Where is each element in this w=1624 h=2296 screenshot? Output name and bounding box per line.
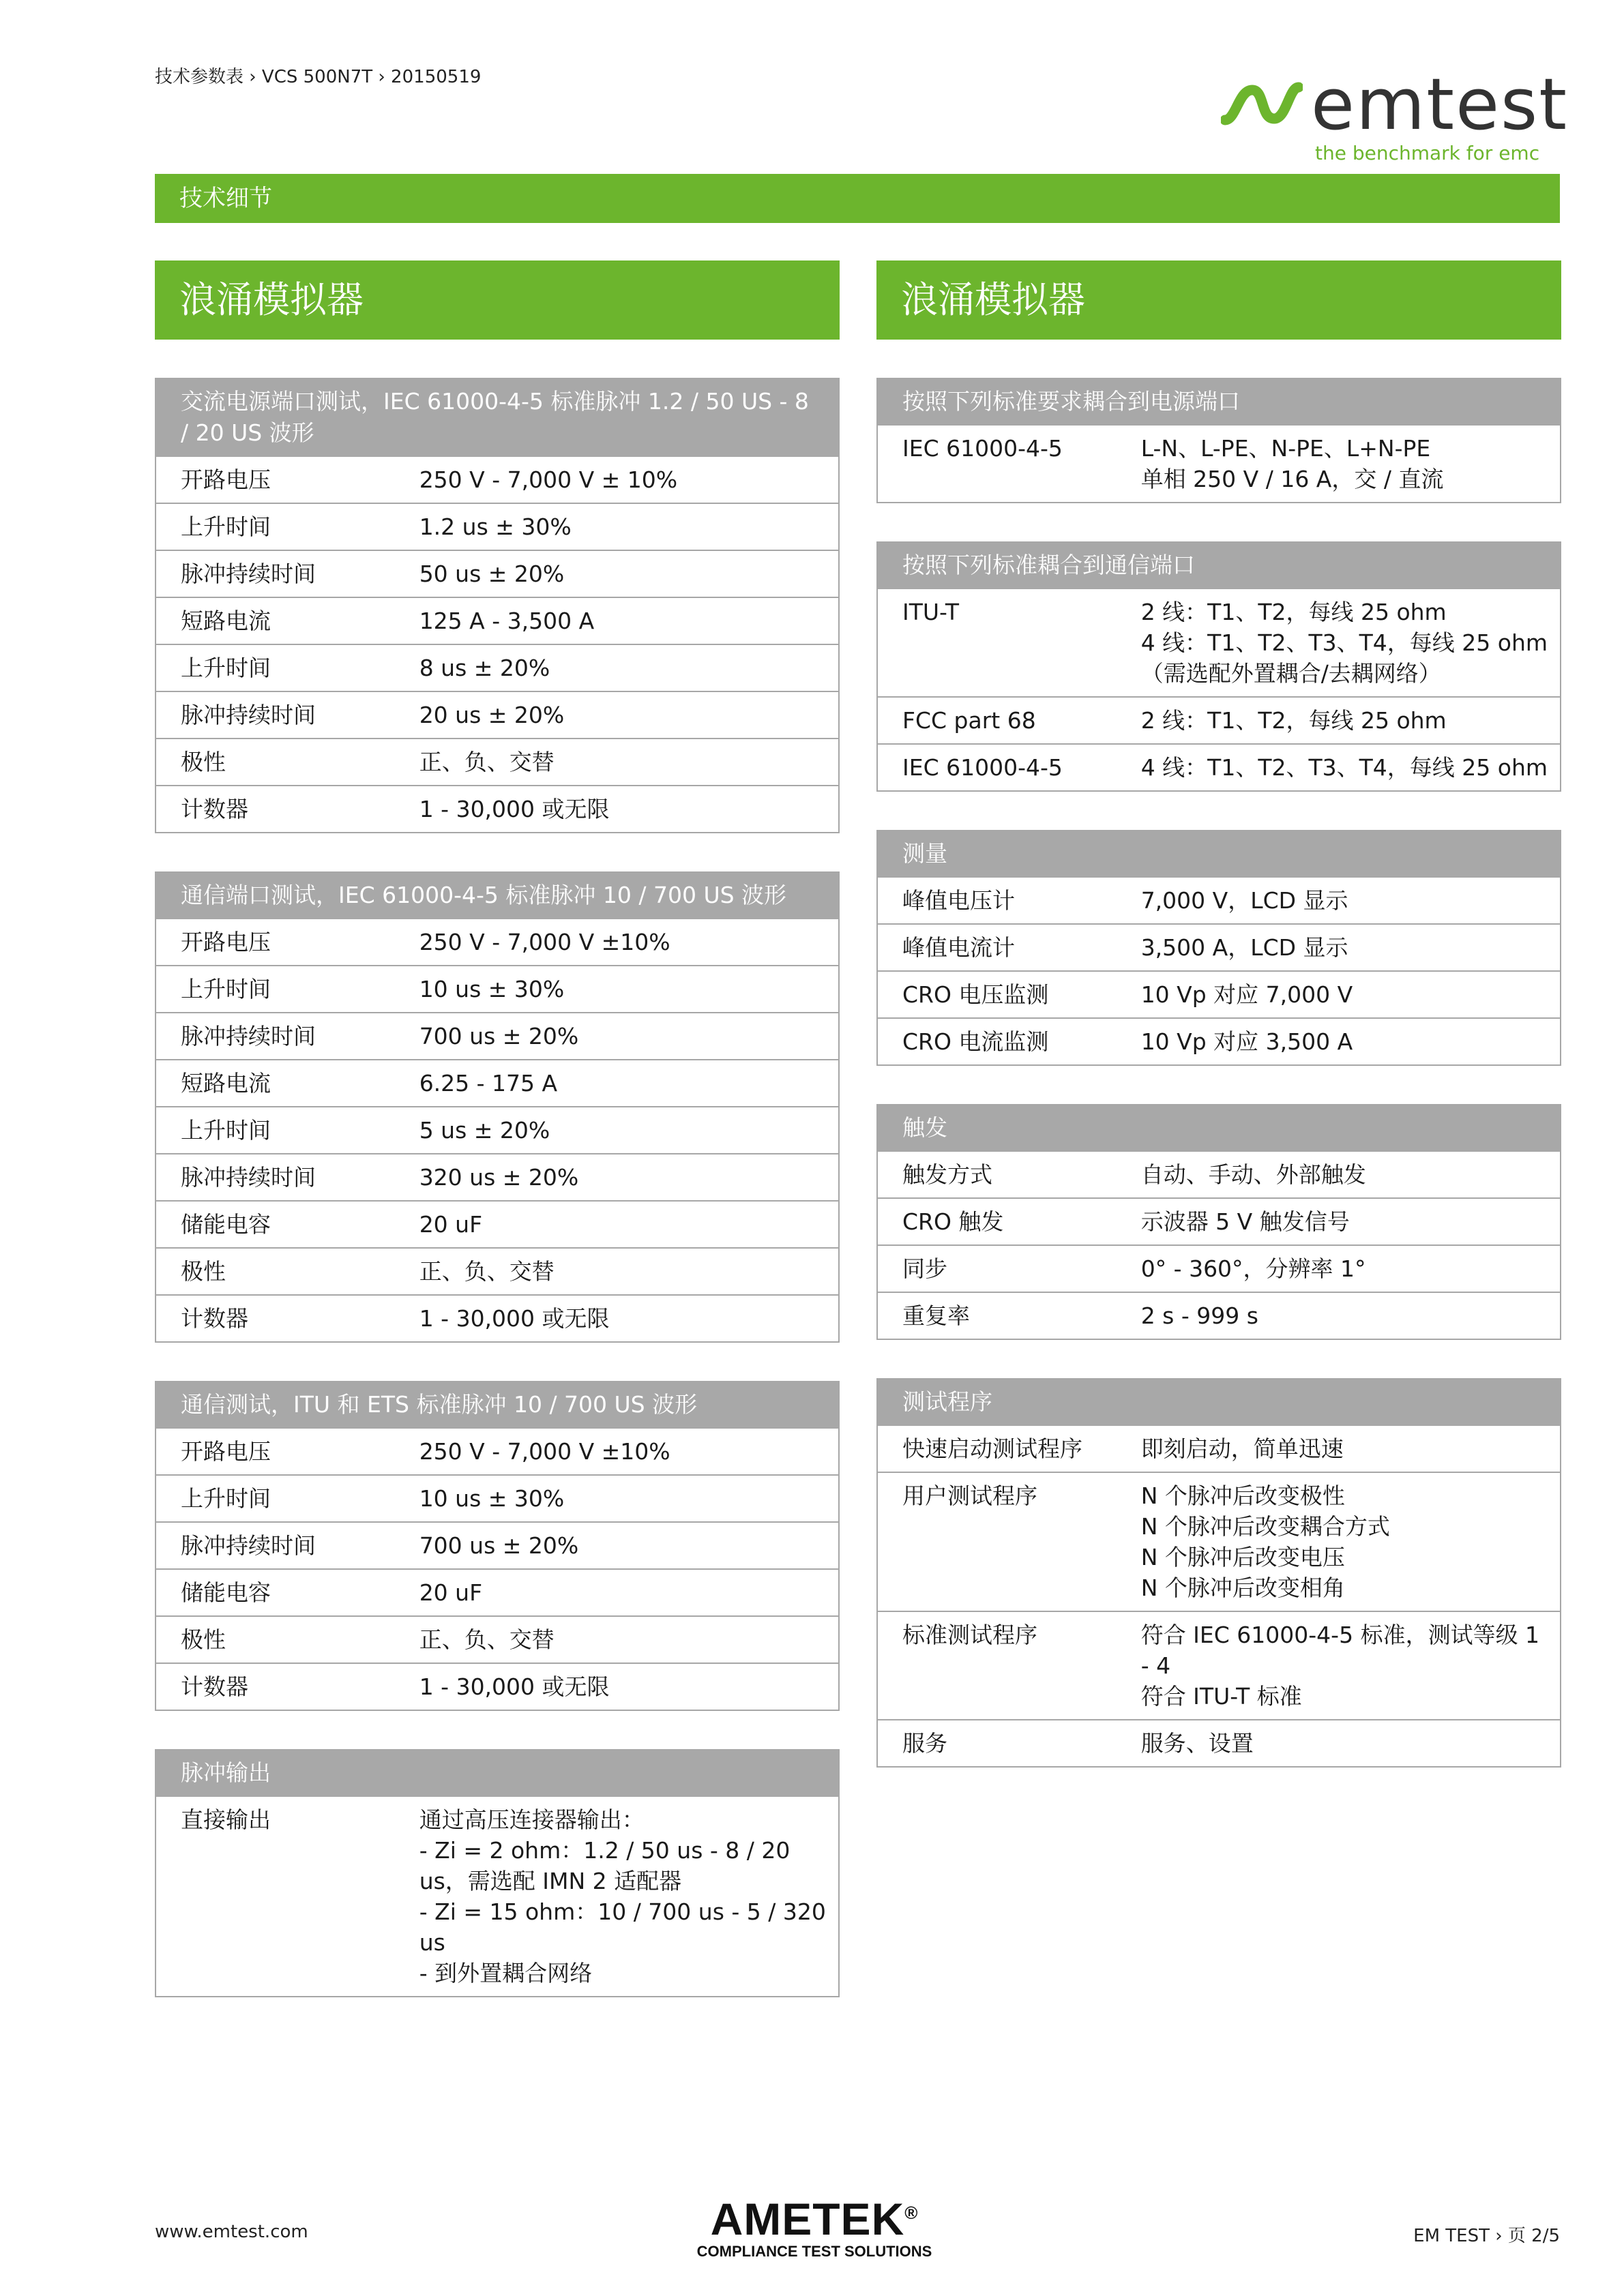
table-row <box>156 966 839 1013</box>
row-label: 峰值电流计 <box>877 924 1117 971</box>
spec-table <box>155 1381 840 1711</box>
ametek-wordmark: AMETEK® <box>710 2194 919 2244</box>
ametek-logo <box>685 2189 944 2260</box>
section-title: 技术细节 <box>155 174 1560 223</box>
table-row <box>877 697 1561 744</box>
spec-table-heading: 按照下列标准耦合到通信端口 <box>877 542 1561 588</box>
footer-url[interactable]: www.emtest.com <box>155 2222 308 2242</box>
table-row <box>877 877 1561 924</box>
row-value: 1 - 30,000 或无限 <box>395 1295 839 1342</box>
row-value: 正、负、交替 <box>395 1248 839 1295</box>
spec-table <box>155 871 840 1343</box>
spec-table <box>155 378 840 833</box>
spec-table <box>876 1378 1561 1768</box>
row-value: 50 us ± 20% <box>395 550 839 597</box>
row-label: 极性 <box>156 1616 395 1663</box>
table-row <box>156 1569 839 1616</box>
table-row <box>156 1428 839 1475</box>
table-row <box>877 1151 1561 1198</box>
row-label: CRO 电流监测 <box>877 1018 1117 1065</box>
row-label: FCC part 68 <box>877 697 1117 744</box>
table-row <box>156 503 839 550</box>
table-row <box>156 1248 839 1295</box>
row-value: 3,500 A，LCD 显示 <box>1117 924 1561 971</box>
right-column-title: 浪涌模拟器 <box>876 260 1561 340</box>
emtest-wave-icon <box>1221 80 1303 128</box>
row-value: 示波器 5 V 触发信号 <box>1117 1198 1561 1245</box>
table-row <box>156 1616 839 1663</box>
table-row <box>156 739 839 786</box>
row-label: 脉冲持续时间 <box>156 550 395 597</box>
row-value: 1.2 us ± 30% <box>395 503 839 550</box>
row-label: 上升时间 <box>156 1107 395 1154</box>
row-label: 脉冲持续时间 <box>156 1522 395 1569</box>
row-value: 通过高压连接器输出： - Zi = 2 ohm：1.2 / 50 us - 8 / 20 us，需选配 IMN 2 适配器 - Zi = 15 ohm：10 / 700 us - 5 / 320 us - 到外置耦合网络 <box>395 1796 839 1997</box>
row-value: 10 Vp 对应 3,500 A <box>1117 1018 1561 1065</box>
row-value: 20 uF <box>395 1569 839 1616</box>
breadcrumb: 技术参数表 › VCS 500N7T › 20150519 <box>155 67 482 87</box>
right-tables <box>876 378 1561 1768</box>
row-label: CRO 触发 <box>877 1198 1117 1245</box>
table-row <box>156 1475 839 1522</box>
emtest-logo <box>1221 63 1569 170</box>
table-row <box>877 924 1561 971</box>
row-label: 标准测试程序 <box>877 1611 1117 1720</box>
table-row <box>156 1201 839 1248</box>
page-number: EM TEST › 页 2/5 <box>1413 2226 1560 2246</box>
row-label: 重复率 <box>877 1292 1117 1339</box>
row-value: 10 us ± 30% <box>395 1475 839 1522</box>
row-label: 上升时间 <box>156 503 395 550</box>
table-row <box>877 1198 1561 1245</box>
row-value: 正、负、交替 <box>395 739 839 786</box>
spec-table <box>876 830 1561 1066</box>
row-label: 短路电流 <box>156 1060 395 1107</box>
row-value: 250 V - 7,000 V ± 10% <box>395 456 839 503</box>
row-value: 1 - 30,000 或无限 <box>395 1663 839 1710</box>
table-row <box>156 919 839 966</box>
table-row <box>877 1245 1561 1292</box>
row-value: 自动、手动、外部触发 <box>1117 1151 1561 1198</box>
row-value: 8 us ± 20% <box>395 644 839 691</box>
row-label: 开路电压 <box>156 919 395 966</box>
row-value: 700 us ± 20% <box>395 1013 839 1060</box>
right-column <box>876 260 1561 1806</box>
spec-table <box>155 1749 840 1997</box>
table-row <box>877 425 1561 503</box>
table-row <box>877 1720 1561 1767</box>
row-label: 极性 <box>156 739 395 786</box>
row-label: 脉冲持续时间 <box>156 1013 395 1060</box>
row-value: 20 uF <box>395 1201 839 1248</box>
row-value: 250 V - 7,000 V ±10% <box>395 919 839 966</box>
row-label: 上升时间 <box>156 1475 395 1522</box>
table-row <box>877 1018 1561 1065</box>
table-row <box>156 1013 839 1060</box>
logo-tagline: the benchmark for emc <box>1315 142 1540 164</box>
table-row <box>156 644 839 691</box>
row-label: IEC 61000-4-5 <box>877 744 1117 791</box>
spec-table <box>876 378 1561 503</box>
row-label: 直接输出 <box>156 1796 395 1997</box>
left-column-title: 浪涌模拟器 <box>155 260 840 340</box>
row-label: 计数器 <box>156 786 395 833</box>
row-label: ITU-T <box>877 588 1117 697</box>
row-value: 2 线：T1、T2，每线 25 ohm <box>1117 697 1561 744</box>
row-value: 2 线：T1、T2，每线 25 ohm 4 线：T1、T2、T3、T4，每线 25 ohm （需选配外置耦合/去耦网络） <box>1117 588 1561 697</box>
spec-table-heading: 测试程序 <box>877 1379 1561 1425</box>
table-row <box>156 597 839 644</box>
row-value: 10 Vp 对应 7,000 V <box>1117 971 1561 1018</box>
table-row <box>156 1796 839 1997</box>
spec-table <box>876 1104 1561 1340</box>
row-label: 服务 <box>877 1720 1117 1767</box>
table-row <box>156 1154 839 1201</box>
row-value: 320 us ± 20% <box>395 1154 839 1201</box>
table-row <box>156 786 839 833</box>
row-value: 1 - 30,000 或无限 <box>395 786 839 833</box>
row-label: 储能电容 <box>156 1569 395 1616</box>
spec-table-heading: 按照下列标准要求耦合到电源端口 <box>877 378 1561 425</box>
row-label: 触发方式 <box>877 1151 1117 1198</box>
row-label: 计数器 <box>156 1663 395 1710</box>
row-label: CRO 电压监测 <box>877 971 1117 1018</box>
logo-wordmark: emtest <box>1311 63 1569 146</box>
row-label: 脉冲持续时间 <box>156 1154 395 1201</box>
table-row <box>156 1522 839 1569</box>
spec-table-heading: 脉冲输出 <box>156 1750 839 1796</box>
row-label: 快速启动测试程序 <box>877 1425 1117 1472</box>
row-label: 峰值电压计 <box>877 877 1117 924</box>
row-value: 5 us ± 20% <box>395 1107 839 1154</box>
row-label: 开路电压 <box>156 1428 395 1475</box>
row-value: 6.25 - 175 A <box>395 1060 839 1107</box>
left-column <box>155 260 840 2036</box>
row-value: 20 us ± 20% <box>395 691 839 739</box>
spec-table-heading: 触发 <box>877 1105 1561 1151</box>
row-label: 用户测试程序 <box>877 1472 1117 1611</box>
row-label: 极性 <box>156 1248 395 1295</box>
row-value: 即刻启动，简单迅速 <box>1117 1425 1561 1472</box>
row-label: 储能电容 <box>156 1201 395 1248</box>
table-row <box>877 1425 1561 1472</box>
spec-table <box>876 541 1561 792</box>
row-value: 4 线：T1、T2、T3、T4，每线 25 ohm <box>1117 744 1561 791</box>
table-row <box>877 1472 1561 1611</box>
row-value: 0° - 360°，分辨率 1° <box>1117 1245 1561 1292</box>
row-label: 上升时间 <box>156 966 395 1013</box>
row-label: 脉冲持续时间 <box>156 691 395 739</box>
row-label: 计数器 <box>156 1295 395 1342</box>
table-row <box>877 744 1561 791</box>
table-row <box>156 691 839 739</box>
row-value: L-N、L-PE、N-PE、L+N-PE 单相 250 V / 16 A，交 / 直流 <box>1117 425 1561 503</box>
row-value: 250 V - 7,000 V ±10% <box>395 1428 839 1475</box>
spec-table-heading: 通信测试，ITU 和 ETS 标准脉冲 10 / 700 US 波形 <box>156 1382 839 1428</box>
row-value: 10 us ± 30% <box>395 966 839 1013</box>
row-value: 服务、设置 <box>1117 1720 1561 1767</box>
left-tables <box>155 378 840 1997</box>
table-row <box>877 971 1561 1018</box>
row-label: IEC 61000-4-5 <box>877 425 1117 503</box>
row-value: 7,000 V，LCD 显示 <box>1117 877 1561 924</box>
row-value: 700 us ± 20% <box>395 1522 839 1569</box>
row-value: 2 s - 999 s <box>1117 1292 1561 1339</box>
table-row <box>156 1107 839 1154</box>
table-row <box>156 550 839 597</box>
table-row <box>156 456 839 503</box>
row-value: 正、负、交替 <box>395 1616 839 1663</box>
spec-table-heading: 测量 <box>877 831 1561 877</box>
row-label: 短路电流 <box>156 597 395 644</box>
row-value: 125 A - 3,500 A <box>395 597 839 644</box>
table-row <box>877 1611 1561 1720</box>
table-row <box>877 588 1561 697</box>
table-row <box>156 1663 839 1710</box>
spec-table-heading: 交流电源端口测试，IEC 61000-4-5 标准脉冲 1.2 / 50 US - 8 / 20 US 波形 <box>156 378 839 456</box>
row-label: 上升时间 <box>156 644 395 691</box>
row-label: 开路电压 <box>156 456 395 503</box>
ametek-subtitle: COMPLIANCE TEST SOLUTIONS <box>696 2243 932 2260</box>
spec-table-heading: 通信端口测试，IEC 61000-4-5 标准脉冲 10 / 700 US 波形 <box>156 872 839 919</box>
row-value: N 个脉冲后改变极性 N 个脉冲后改变耦合方式 N 个脉冲后改变电压 N 个脉冲后改变相角 <box>1117 1472 1561 1611</box>
table-row <box>156 1295 839 1342</box>
row-label: 同步 <box>877 1245 1117 1292</box>
row-value: 符合 IEC 61000-4-5 标准，测试等级 1 - 4 符合 ITU-T 标准 <box>1117 1611 1561 1720</box>
table-row <box>156 1060 839 1107</box>
table-row <box>877 1292 1561 1339</box>
